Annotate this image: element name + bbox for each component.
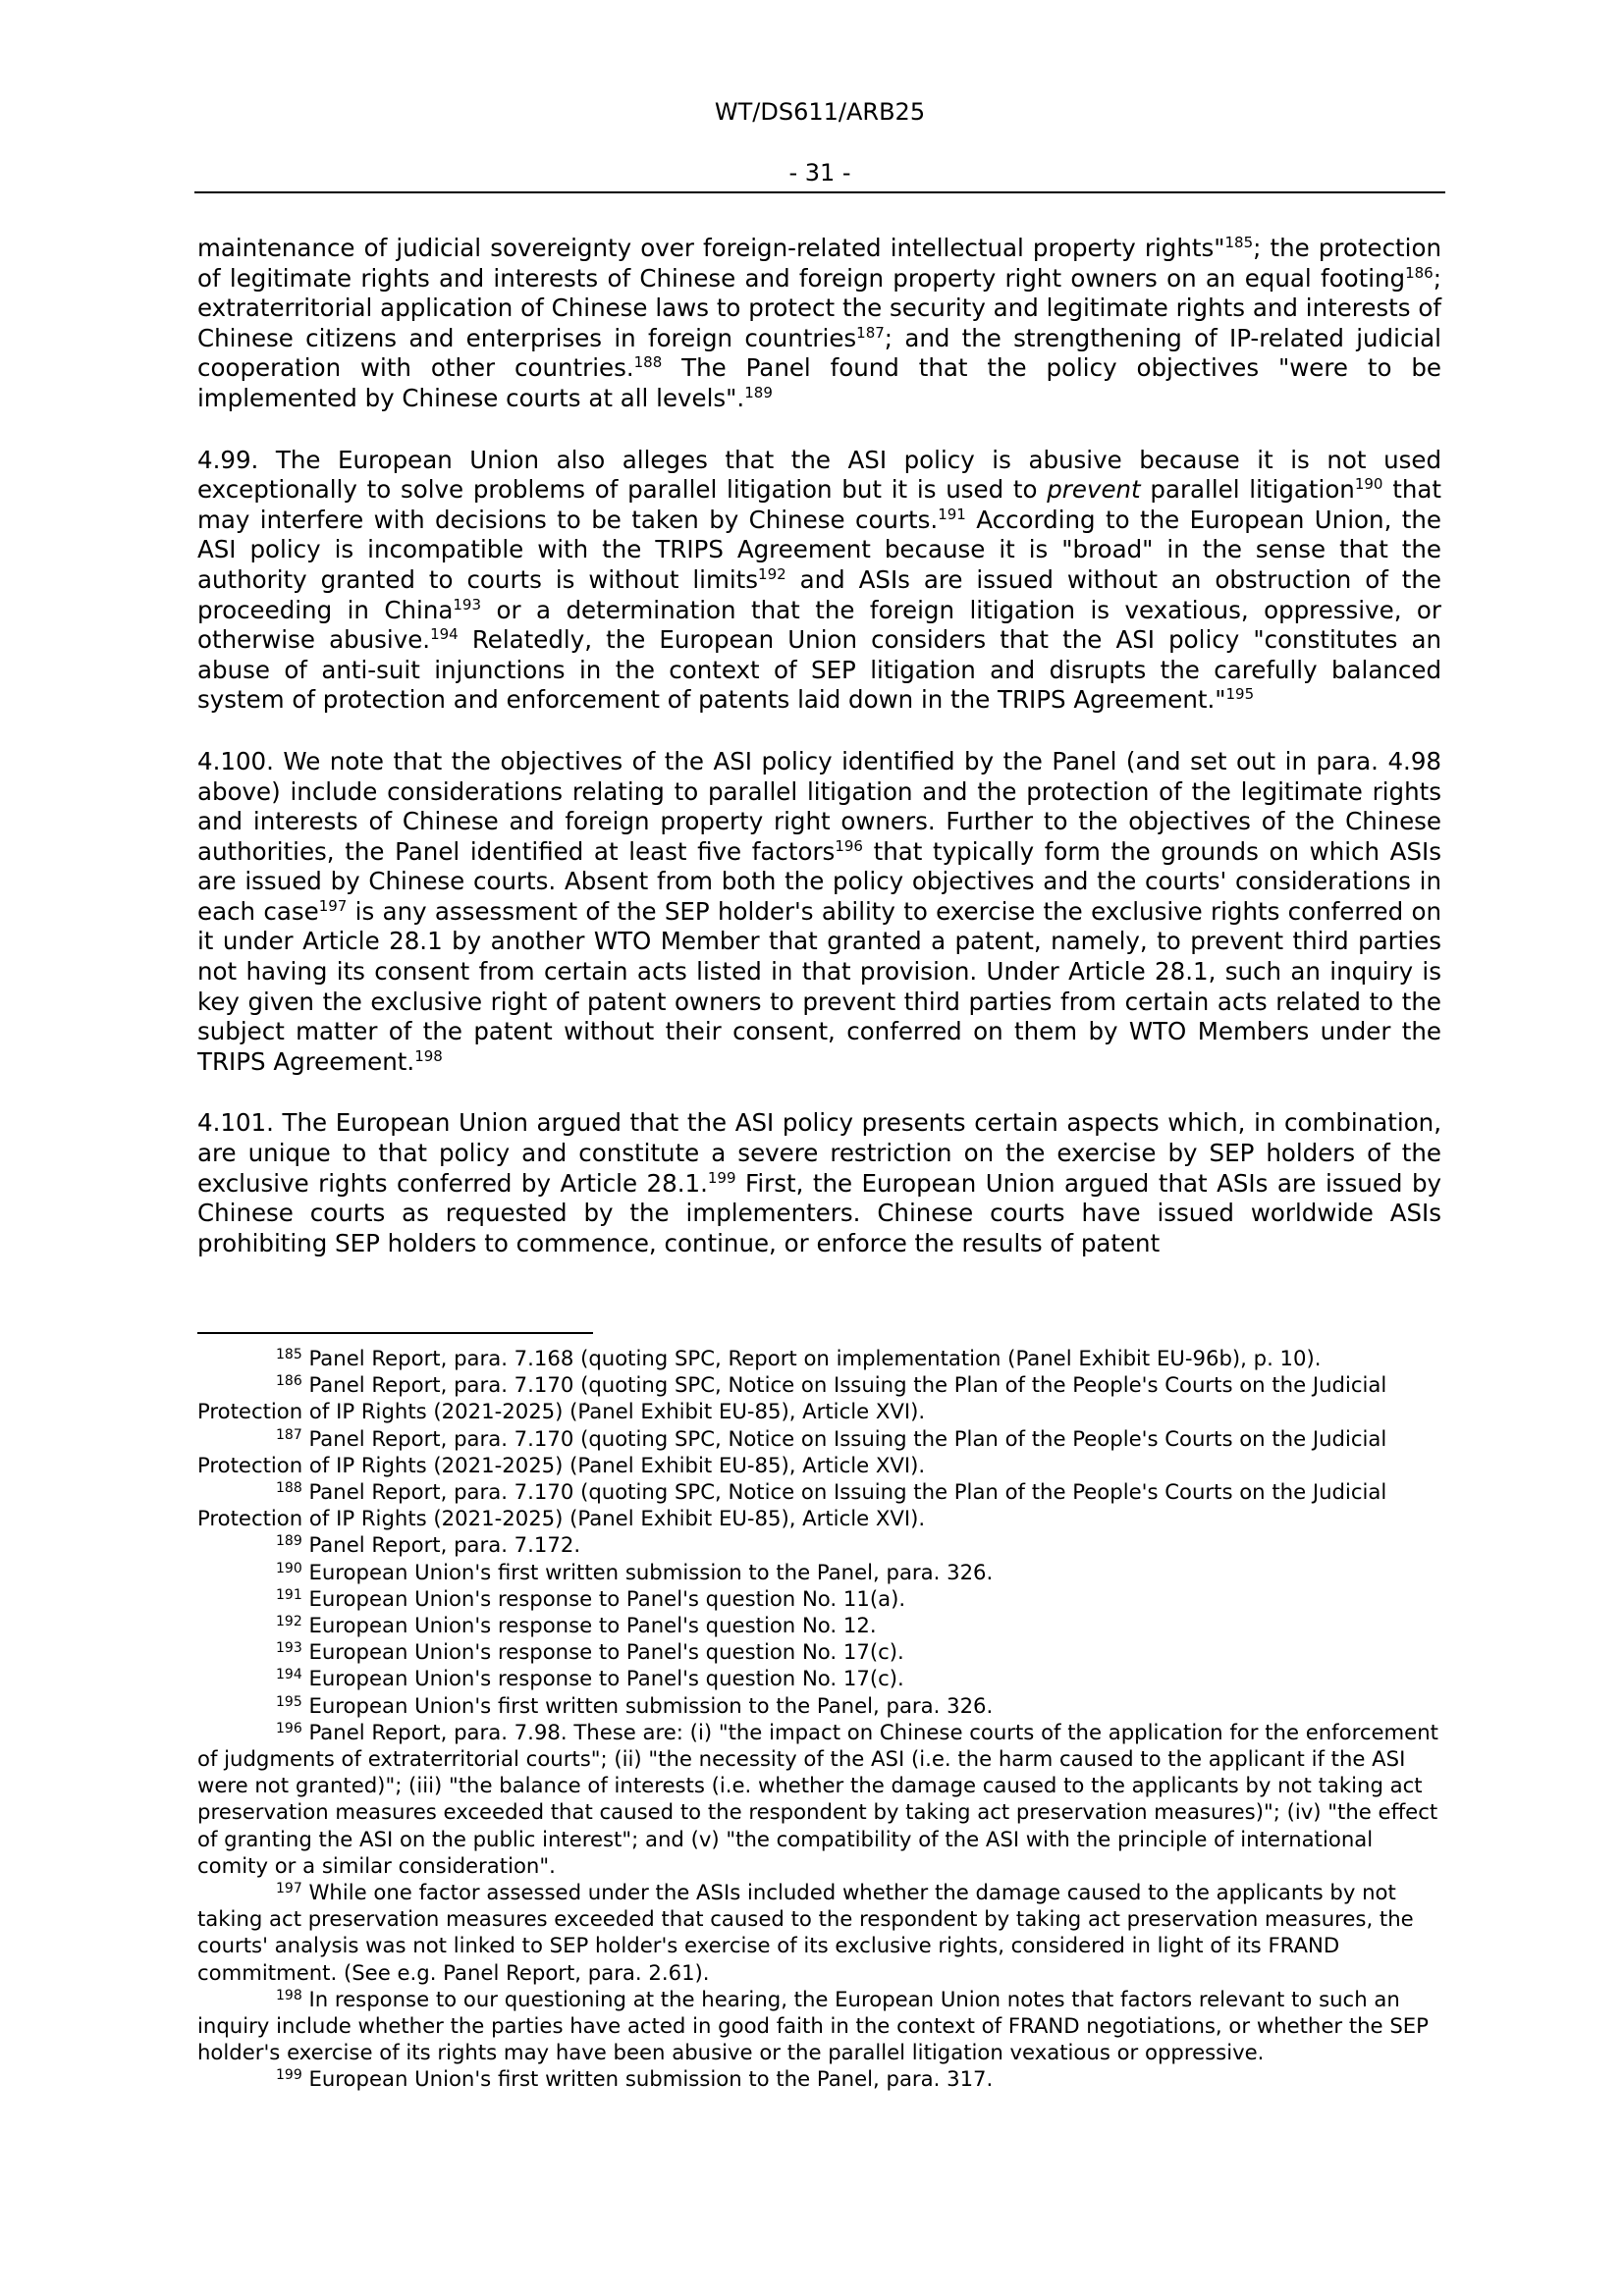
emphasis-text: prevent [1047,475,1141,505]
footnote-reference[interactable]: 196 [835,836,863,855]
footnote-188 [197,1478,1441,1531]
document-symbol: WT/DS611/ARB25 [714,98,926,126]
footnote-text: European Union's first written submission to the Panel, para. 317. [308,2066,994,2092]
footnote-number: 194 [276,1667,302,1683]
footnote-number: 191 [276,1586,302,1603]
text-run: that may interfere with decisions to be taken by Chinese courts. [197,475,1441,534]
footnote-text: Panel Report, para. 7.98. These are: (i) "the impact on Chinese courts of the application for the enforcement of judgments of extraterritorial courts"; (ii) "the necessity of the ASI (i.e. the harm caused to the applicant if the ASI were not granted)"; (iii) "the balance of interests (i.e. whether the damage caused to the applicants by not taking act preservation measures exceeded that caused to the respondent by taking act preservation measures)"; (iv) "the effect of granting the ASI on the public interest"; and (v) "the compatibility of the ASI with the principle of international comity or a similar consideration". [197,1719,1438,1878]
text-run: 4.100. We note that the objectives of the ASI policy identified by the Panel (and set out in para. 4.98 above) include considerations relating to parallel litigation and the protection of the legitimate rights and interests of Chinese and foreign property right owners. Further to the objectives of the Chinese authorities, the Panel identified at least five factors [197,746,1441,866]
text-run: ; the protection of legitimate rights and interests of Chinese and foreign property right owners on an equal footing [197,234,1441,293]
footnote-number: 188 [276,1480,302,1497]
footnote-reference[interactable]: 192 [758,564,786,583]
footnote-separator [197,1332,593,1334]
text-run: maintenance of judicial sovereignty over foreign-related intellectual property rights" [197,234,1225,262]
text-run: First, the European Union argued that ASIs are issued by Chinese courts as requested by the implementers. Chinese courts have issued worldwide ASIs prohibiting SEP holders to commence, continue, or enforce the results of patent [197,1168,1441,1257]
text-run: ; and the strengthening of IP-related judicial cooperation with other countries. [197,323,1441,383]
footnote-reference[interactable]: 198 [414,1046,443,1065]
footnote-reference[interactable]: 187 [856,323,885,342]
footnote-text: European Union's response to Panel's question No. 12. [308,1613,877,1638]
footnote-194 [197,1665,1441,1691]
footnote-text: In response to our questioning at the hearing, the European Union notes that factors relevant to such an inquiry include whether the parties have acted in good faith in the context of FRAND negotiations, or whether the SEP holder's exercise of its rights may have been abusive or the parallel litigation vexatious or oppressive. [197,1986,1429,2065]
text-run: ; extraterritorial application of Chinese laws to protect the security and legitimate rights and interests of Chinese citizens and enterprises in foreign countries [197,263,1441,352]
footnote-193 [197,1638,1441,1665]
text-run: 4.99. The European Union also alleges that the ASI policy is abusive because it is not used exceptionally to solve problems of parallel litigation but it is used to [197,445,1441,505]
footnote-reference[interactable]: 193 [453,595,482,614]
footnote-187 [197,1425,1441,1478]
footnote-text: Panel Report, para. 7.170 (quoting SPC, Notice on Issuing the Plan of the People's Courts on the Judicial Protection of IP Rights (2021-2025) (Panel Exhibit EU-85), Article XVI). [197,1425,1387,1477]
footnote-number: 195 [276,1693,302,1710]
footnotes [197,1345,1441,2093]
footnote-number: 197 [276,1881,302,1897]
footnote-190 [197,1559,1441,1585]
footnote-text: Panel Report, para. 7.168 (quoting SPC, Report on implementation (Panel Exhibit EU-96b), p. 10). [308,1346,1322,1370]
body-text [197,234,1441,1290]
footnote-186 [197,1371,1441,1424]
footnote-text: European Union's response to Panel's question No. 17(c). [308,1666,904,1691]
footnote-reference[interactable]: 185 [1224,234,1254,251]
header-divider [194,191,1445,193]
footnote-text: European Union's response to Panel's question No. 11(a). [308,1585,906,1611]
footnote-192 [197,1612,1441,1638]
text-run: The Panel found that the policy objectives "were to be implemented by Chinese courts at all levels". [197,353,1441,412]
footnote-number: 185 [276,1347,302,1362]
text-run: or a determination that the foreign litigation is vexatious, oppressive, or otherwise abusive. [197,595,1441,655]
text-run: that typically form the grounds on which ASIs are issued by Chinese courts. Absent from both the policy objectives and the courts' considerations in each case [197,836,1441,926]
page-number: - 31 - [788,159,851,187]
footnote-185 [197,1345,1441,1371]
footnote-text: Panel Report, para. 7.170 (quoting SPC, Notice on Issuing the Plan of the People's Courts on the Judicial Protection of IP Rights (2021-2025) (Panel Exhibit EU-85), Article XVI). [197,1479,1387,1531]
text-run: and ASIs are issued without an obstruction of the proceeding in China [197,564,1441,624]
footnote-reference[interactable]: 191 [938,505,966,523]
text-run: 4.101. The European Union argued that the ASI policy presents certain aspects which, in combination, are unique to that policy and constitute a severe restriction on the exercise by SEP holders of the exclusive rights conferred by Article 28.1. [197,1108,1441,1198]
footnote-number: 192 [276,1614,302,1630]
footnote-199 [197,2065,1441,2092]
footnote-number: 186 [276,1373,302,1390]
paragraph-cont [197,234,1441,414]
footnote-number: 193 [276,1640,302,1657]
footnote-198 [197,1986,1441,2066]
footnote-number: 189 [276,1533,302,1550]
paragraph-p4-99 [197,446,1441,716]
footnote-195 [197,1692,1441,1719]
footnote-reference[interactable]: 186 [1405,263,1434,282]
footnote-number: 190 [276,1560,302,1576]
footnote-number: 199 [276,2067,302,2084]
paragraph-p4-101 [197,1108,1441,1258]
text-run: is any assessment of the SEP holder's ability to exercise the exclusive rights conferred on it under Article 28.1 by another WTO Member that granted a patent, namely, to prevent third parties not having its consent from certain acts listed in that provision. Under Article 28.1, such an inquiry is key given the exclusive right of patent owners to prevent third parties from certain acts related to the subject matter of the patent without their consent, conferred on them by WTO Members under the TRIPS Agreement. [197,896,1441,1076]
footnote-text: Panel Report, para. 7.172. [308,1532,581,1558]
text-run: According to the European Union, the ASI policy is incompatible with the TRIPS Agreement because it is "broad" in the sense that the authority granted to courts is without limits [197,505,1441,594]
footnote-number: 196 [276,1720,302,1736]
footnote-text: European Union's first written submission to the Panel, para. 326. [308,1692,994,1718]
footnote-reference[interactable]: 189 [744,383,773,401]
footnote-reference[interactable]: 190 [1354,475,1383,494]
footnote-reference[interactable]: 194 [430,625,459,644]
footnote-number: 187 [276,1426,302,1443]
footnote-189 [197,1531,1441,1558]
footnote-196 [197,1719,1441,1879]
text-run: Relatedly, the European Union considers that the ASI policy "constitutes an abuse of anti-suit injunctions in the context of SEP litigation and disrupts the carefully balanced system of protection and enforcement of patents laid down in the TRIPS Agreement." [197,625,1441,715]
footnote-text: While one factor assessed under the ASIs included whether the damage caused to the applicants by not taking act preservation measures exceeded that caused to the respondent by taking act preservation measures, the courts' analysis was not linked to SEP holder's exercise of its exclusive rights, considered in light of its FRAND commitment. (See e.g. Panel Report, para. 2.61). [197,1880,1414,1985]
footnote-text: European Union's first written submission to the Panel, para. 326. [308,1559,994,1584]
footnote-text: Panel Report, para. 7.170 (quoting SPC, Notice on Issuing the Plan of the People's Courts on the Judicial Protection of IP Rights (2021-2025) (Panel Exhibit EU-85), Article XVI). [197,1372,1387,1424]
footnote-reference[interactable]: 195 [1225,685,1255,704]
footnote-191 [197,1585,1441,1612]
footnote-reference[interactable]: 188 [633,353,663,372]
footnote-197 [197,1879,1441,1986]
footnote-text: European Union's response to Panel's question No. 17(c). [308,1639,904,1665]
footnote-reference[interactable]: 197 [318,896,348,915]
paragraph-p4-100 [197,747,1441,1078]
footnote-reference[interactable]: 199 [707,1168,736,1187]
footnote-number: 198 [276,1987,302,2003]
text-run: parallel litigation [1140,475,1355,505]
